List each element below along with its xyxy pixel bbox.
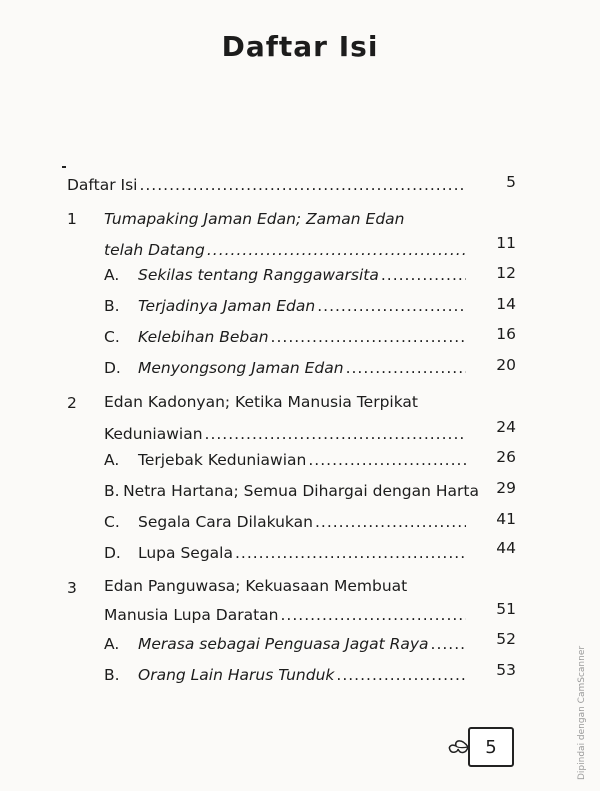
toc-page-number: 16 [496,325,516,343]
toc-page-number: 29 [496,479,516,497]
toc-entry[interactable] [104,634,470,654]
toc-entry[interactable] [67,175,467,195]
toc-entry-letter: B. [104,666,120,684]
toc-entry-letter: C. [104,513,120,531]
page-number-box: 5 [468,727,514,767]
chapter-number: 3 [67,579,77,597]
toc-entry[interactable] [104,543,470,563]
toc-entry[interactable] [104,481,479,501]
toc-entry-title: Merasa sebagai Penguasa Jagat Raya [138,635,429,653]
toc-entry-title: Manusia Lupa Daratan [104,606,279,624]
toc-page-number: 52 [496,630,516,648]
toc-entry-title: Menyongsong Jaman Edan [138,359,344,377]
leader-dots [235,543,466,563]
toc-entry-title: Edan Kadonyan; Ketika Manusia Terpikat [104,393,418,411]
leader-dots [317,296,466,316]
toc-entry-letter: A. [104,635,120,653]
toc-entry-title: Sekilas tentang Ranggawarsita [138,266,379,284]
toc-entry-letter: C. [104,328,120,346]
scanner-watermark: Dipindai dengan CamScanner [577,645,587,780]
toc-entry[interactable] [104,576,407,596]
leader-dots [381,265,466,285]
toc-entry[interactable] [104,665,470,685]
leader-dots [315,512,466,532]
leader-dots [139,175,463,195]
toc-entry-letter: D. [104,359,121,377]
leader-dots [207,240,466,260]
toc-entry[interactable] [104,358,470,378]
toc-entry-letter: D. [104,544,121,562]
toc-entry-title: Keduniawian [104,425,203,443]
toc-page-number: 26 [496,448,516,466]
toc-entry-continued[interactable] [104,424,470,444]
toc-entry-title: Terjebak Keduniawian [138,451,307,469]
leader-dots [271,327,466,347]
leader-dots [308,450,466,470]
toc-page-number: 44 [496,539,516,557]
toc-page-number: 24 [496,418,516,436]
toc-entry-title: Edan Panguwasa; Kekuasaan Membuat [104,577,408,595]
toc-page-number: 11 [496,234,516,252]
toc-entry-title: Terjadinya Jaman Edan [138,297,316,315]
leader-dots [431,634,466,654]
toc-page-number: 53 [496,661,516,679]
toc-entry-continued[interactable] [104,605,470,625]
toc-entry[interactable] [104,327,470,347]
leader-dots [346,358,466,378]
toc-entry-title: Orang Lain Harus Tunduk [138,666,335,684]
toc-page-number: 41 [496,510,516,528]
toc-entry[interactable] [104,450,470,470]
toc-entry-title: Daftar Isi [67,176,138,194]
toc-entry-title: Netra Hartana; Semua Dihargai dengan Harta [123,482,479,500]
toc-entry[interactable] [104,296,470,316]
chapter-number: 1 [67,210,77,228]
toc-entry-title: Segala Cara Dilakukan [138,513,313,531]
toc-entry-title: telah Datang [104,241,205,259]
toc-entry-title: Kelebihan Beban [138,328,269,346]
toc-page-number: 14 [496,295,516,313]
toc-page-number: 12 [496,264,516,282]
toc-entry-letter: A. [104,451,120,469]
toc-entry-continued[interactable] [104,240,470,260]
toc-entry[interactable] [104,265,470,285]
toc-entry-letter: A. [104,266,120,284]
toc-page-number: 51 [496,600,516,618]
toc-entry-title: Tumapaking Jaman Edan; Zaman Edan [104,210,405,228]
toc-entry-letter: B. [104,482,120,500]
toc-entry-letter: B. [104,297,120,315]
toc-page-number: 5 [506,173,516,191]
leader-dots [205,424,466,444]
leader-dots [336,665,466,685]
page-title: Daftar Isi [221,30,379,63]
toc-page-number: 20 [496,356,516,374]
toc-entry[interactable] [104,512,470,532]
toc-entry[interactable] [104,392,418,412]
leader-dots [280,605,466,625]
toc-entry-title: Lupa Segala [138,544,233,562]
ornament-icon [446,734,470,760]
toc-entry[interactable] [104,209,404,229]
chapter-number: 2 [67,394,77,412]
